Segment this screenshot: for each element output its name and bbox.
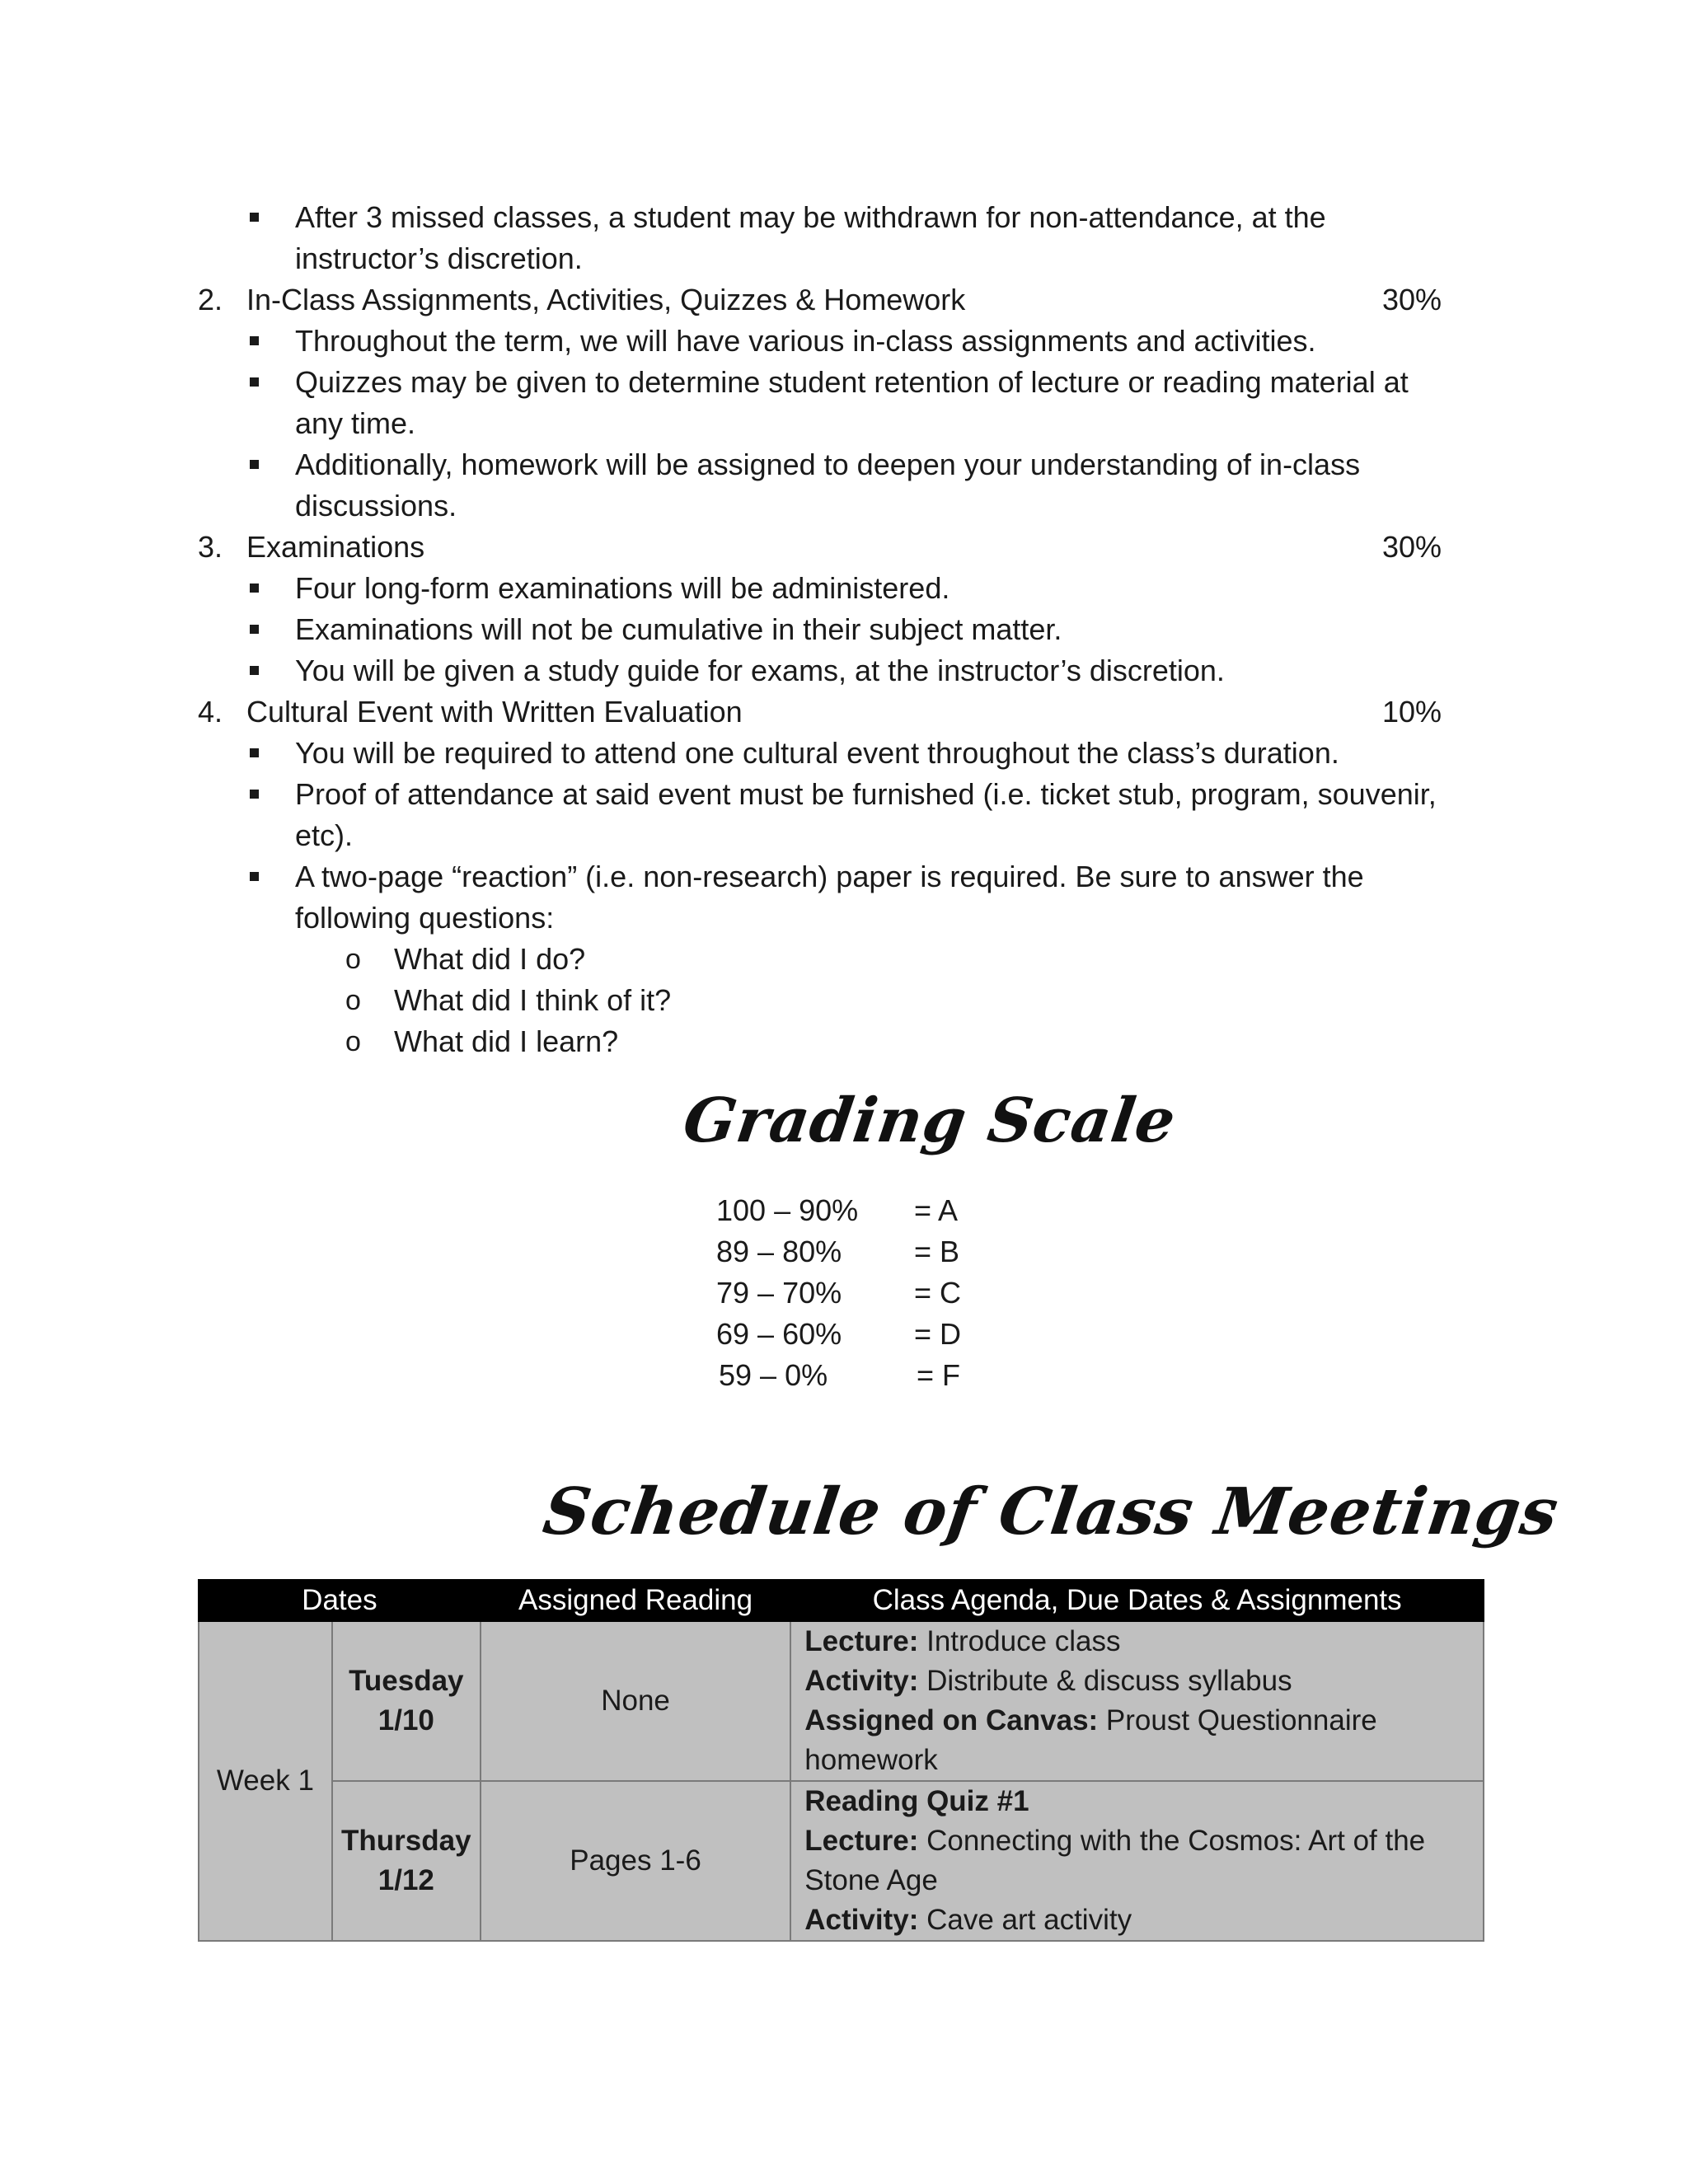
table-row <box>199 1621 1484 1781</box>
section-number: 2. <box>198 283 223 316</box>
bullet-text: Quizzes may be given to determine student retention of lecture or reading material at <box>295 365 1409 399</box>
bullet-square-icon <box>250 748 259 757</box>
day-cell <box>332 1781 481 1941</box>
agenda-label: Activity: <box>804 1904 919 1936</box>
section-number: 4. <box>198 695 223 729</box>
grade-range: 69 – 60% <box>716 1317 842 1351</box>
section-title: Cultural Event with Written Evaluation <box>246 695 743 729</box>
agenda-text: Connecting with the Cosmos: Art of the <box>918 1825 1426 1857</box>
table-row <box>199 1781 1484 1941</box>
section-title: Examinations <box>246 530 425 564</box>
bullet-square-icon <box>250 213 259 222</box>
bullet-text: Throughout the term, we will have various in-class assignments and activities. <box>295 324 1316 358</box>
bullet-text: etc). <box>295 818 354 852</box>
agenda-cell <box>790 1621 1484 1781</box>
section-title: In-Class Assignments, Activities, Quizzes & Homework <box>246 283 966 316</box>
header-dates: Dates <box>199 1580 481 1621</box>
day-name: Thursday <box>341 1825 471 1857</box>
agenda-line <box>804 1821 1470 1861</box>
question-text: What did I learn? <box>394 1024 619 1058</box>
agenda-label: Activity: <box>804 1665 919 1697</box>
section-number: 3. <box>198 530 223 564</box>
agenda-line <box>804 1661 1470 1701</box>
bullet-text: discussions. <box>295 489 457 523</box>
bullet-square-icon <box>250 790 259 799</box>
agenda-text: Cave art activity <box>918 1904 1132 1936</box>
agenda-label: Reading Quiz #1 <box>804 1785 1029 1817</box>
agenda-text: homework <box>804 1744 938 1776</box>
question-text: What did I think of it? <box>394 983 672 1017</box>
bullet-text: You will be required to attend one cultural event throughout the class’s duration. <box>295 736 1339 770</box>
agenda-text: Distribute & discuss syllabus <box>918 1665 1292 1697</box>
circle-bullet-icon: o <box>345 944 361 975</box>
bullet-square-icon <box>250 336 259 345</box>
reading-cell: Pages 1-6 <box>481 1781 790 1941</box>
bullet-text: Examinations will not be cumulative in their subject matter. <box>295 612 1062 646</box>
grade-letter: = B <box>914 1235 960 1268</box>
bullet-text: After 3 missed classes, a student may be withdrawn for non-attendance, at the <box>295 200 1326 234</box>
header-class-agenda: Class Agenda, Due Dates & Assignments <box>790 1580 1484 1621</box>
bullet-text: A two-page “reaction” (i.e. non-research) paper is required. Be sure to answer the <box>295 860 1364 893</box>
day-name: Tuesday <box>349 1665 464 1697</box>
agenda-text: Stone Age <box>804 1864 938 1896</box>
circle-bullet-icon: o <box>345 1026 361 1057</box>
agenda-line <box>804 1741 1470 1780</box>
day-cell <box>332 1621 481 1781</box>
bullet-square-icon <box>250 872 259 881</box>
agenda-cell <box>790 1781 1484 1941</box>
agenda-line <box>804 1701 1470 1741</box>
grade-letter: = C <box>914 1276 962 1310</box>
reading-cell: None <box>481 1621 790 1781</box>
agenda-line <box>804 1900 1470 1940</box>
bullet-text: Additionally, homework will be assigned to deepen your understanding of in-class <box>295 448 1361 481</box>
bullet-square-icon <box>250 666 259 675</box>
grade-range: 59 – 0% <box>719 1358 828 1392</box>
section-weight: 30% <box>1381 530 1442 564</box>
bullet-square-icon <box>250 583 259 593</box>
bullet-text: You will be given a study guide for exams, at the instructor’s discretion. <box>295 654 1225 687</box>
grade-range: 79 – 70% <box>716 1276 842 1310</box>
bullet-text: any time. <box>295 406 416 440</box>
schedule-table <box>198 1579 1484 1942</box>
agenda-label: Assigned on Canvas: <box>804 1704 1099 1736</box>
grade-letter: = F <box>917 1358 961 1392</box>
grade-letter: = D <box>914 1317 962 1351</box>
bullet-square-icon <box>250 460 259 469</box>
grade-range: 89 – 80% <box>716 1235 842 1268</box>
bullet-text: Proof of attendance at said event must be furnished (i.e. ticket stub, program, souvenir, <box>295 777 1437 811</box>
agenda-line <box>804 1782 1470 1821</box>
grade-range: 100 – 90% <box>716 1193 859 1227</box>
bullet-square-icon <box>250 625 259 634</box>
section-weight: 10% <box>1381 695 1442 729</box>
grading-scale-title: Grading Scale <box>678 1085 1180 1156</box>
day-date: 1/12 <box>377 1864 434 1896</box>
agenda-text: Proust Questionnaire <box>1098 1704 1377 1736</box>
grade-letter: = A <box>914 1193 959 1227</box>
week-cell: Week 1 <box>199 1621 332 1941</box>
agenda-line <box>804 1861 1470 1900</box>
bullet-text: Four long-form examinations will be administered. <box>295 571 950 605</box>
circle-bullet-icon: o <box>345 985 361 1016</box>
bullet-square-icon <box>250 377 259 387</box>
header-assigned-reading: Assigned Reading <box>481 1580 790 1621</box>
agenda-line <box>804 1622 1470 1661</box>
agenda-text: Introduce class <box>918 1625 1121 1657</box>
schedule-title: Schedule of Class Meetings <box>538 1474 1564 1549</box>
agenda-label: Lecture: <box>804 1625 919 1657</box>
bullet-text: instructor’s discretion. <box>295 241 583 275</box>
table-header-row <box>199 1580 1484 1621</box>
question-text: What did I do? <box>394 942 586 976</box>
section-weight: 30% <box>1381 283 1442 316</box>
day-date: 1/10 <box>377 1704 434 1736</box>
agenda-label: Lecture: <box>804 1825 919 1857</box>
bullet-text: following questions: <box>295 901 555 935</box>
